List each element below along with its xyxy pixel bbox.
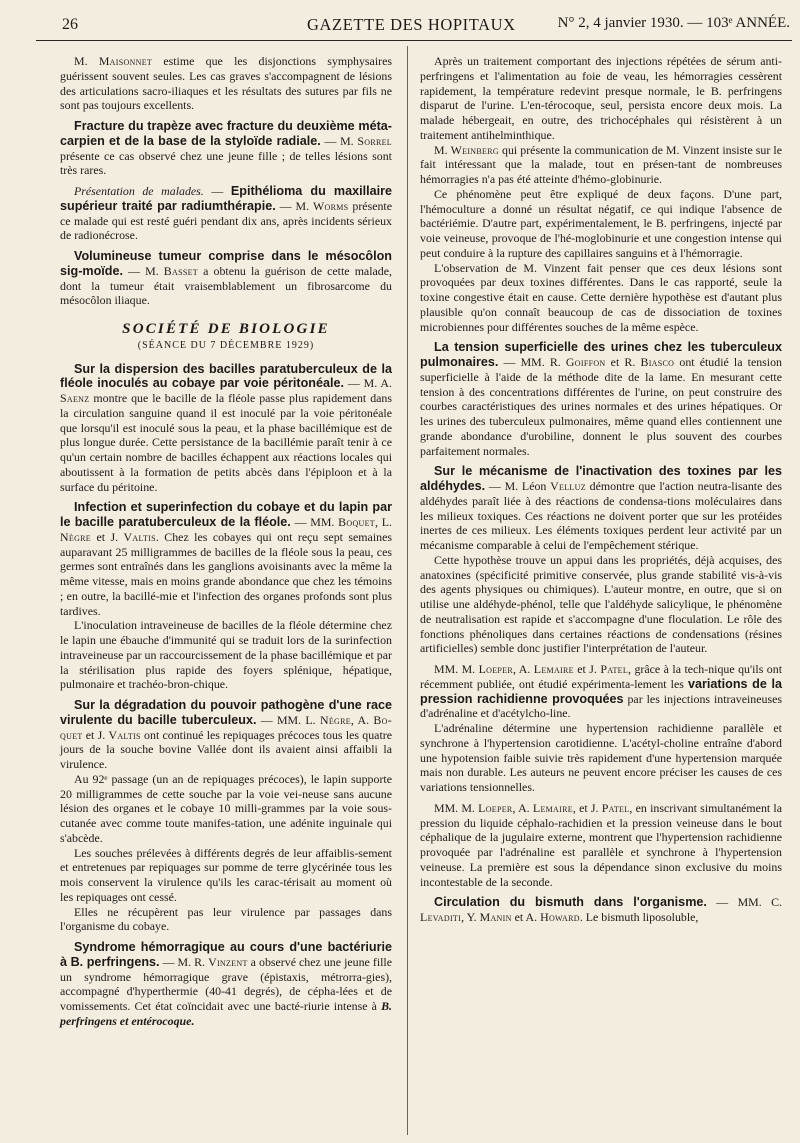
paragraph: L'adrénaline détermine une hypertension rachidienne parallèle et synchrone à l'hypertension carotidienne. L'acétyl-choline entraîne d'abord une hypotension faible suivie très rapidement d'une hypertension marquée mais non durable. Les auteurs ne peuvent encore préciser les causes de ces variations tensionnelles. bbox=[420, 721, 782, 794]
section-title: SOCIÉTÉ DE BIOLOGIE bbox=[122, 321, 330, 337]
journal-title: GAZETTE DES HOPITAUX bbox=[307, 15, 516, 34]
paragraph: M. Weinberg qui présente la communication de M. Vinzent insiste sur le fait intéressant que la malade, tout en présen-tant de nombreuses hémorragies n'a pas été atteinte d'hémo-globinurie. bbox=[420, 142, 782, 186]
paragraph: Ce phénomène peut être expliqué de deux façons. D'une part, l'hémoculture a donné un résultat négatif, ce qui indique l'absence de bactériémie. D'autre part, expérimentalement, le B. perfringens, injecté par voie veineuse, provoque de l'hé-moglobinurie et une congestion intense qui peut conduire à la rupture des capillaires sanguins et à l'hémorragie. bbox=[420, 186, 782, 260]
right-column bbox=[420, 54, 782, 925]
paragraph: Au 92ᵉ passage (un an de repiquages précoces), le lapin supporte 20 milligrammes de cette souche par la voie vei-neuse sans aucune lésion des organes et le cobaye 10 milli-grammes par la voie sous-cutanée avec comme toute manifes-tation, une adénite inguinale qui s'abcède. bbox=[60, 771, 392, 845]
paragraph: Cette hypothèse trouve un appui dans les propriétés, déjà acquises, des anatoxines (spécificité primitive conservée, plus grande stabilité vis-à-vis des agents physiques ou chimiques). L'auteur montre, en outre, que si on utilise une aldéhyde-phénol, telle que l'aldéhyde salicylique, le phénomène de neutralisation est rapide et s'accompagne d'une floculation. Le rôle des fonctions phénoliques dans certaines réactions de condensations (résines artificielles) semble donc justifier l'interprétation de l'auteur. bbox=[420, 552, 782, 656]
paragraph: L'observation de M. Vinzent fait penser que ces deux lésions sont provoquées par deux toxines différentes. Dans le cas rapporté, seule la toxine congestive était en cause. Cette dernière hypothèse est d'autant plus plausible qu'on connaît beaucoup de cas de dissociation de toxines microbiennes pour différentes souches de la même espèce. bbox=[420, 260, 782, 334]
column-divider bbox=[407, 46, 408, 1135]
paragraph: Les souches prélevées à différents degrés de leur affaiblis-sement et entretenues par repiquages sur pomme de terre glycérinée tous les mois conservent la virulence qu'ils les carac-térisait au moment où les repiquages ont cessé. bbox=[60, 845, 392, 904]
paragraph: Circulation du bismuth dans l'organisme. — MM. C. Levaditi, Y. Manin et A. Howard. Le bismuth liposoluble, bbox=[420, 895, 782, 924]
paragraph: Syndrome hémorragique au cours d'une bactériurie à B. perfringens. — M. R. Vinzent a observé chez une jeune fille un syndrome hémorragique grave (épistaxis, métrorra-gies), accompagné d'hyperthermie (40-41 degrés), de cépha-lées et de vomissements. Cet état coïncidait avec une bacté-riurie intense à B. perfringens et entérocoque. bbox=[60, 940, 393, 1028]
running-header bbox=[42, 12, 790, 34]
paragraph: Fracture du trapèze avec fracture du deuxième méta-carpien et de la base de la styloïde radiale. — M. Sorrel présente ce cas observé chez une jeune fille ; de telles lésions sont très rares. bbox=[60, 119, 392, 178]
page-number: 26 bbox=[62, 16, 78, 33]
left-column bbox=[60, 54, 392, 1029]
paragraph: MM. M. Loeper, A. Lemaire, et J. Patel, en inscrivant simultanément la pression du liquide céphalo-rachidien et la pression veineuse dans le bout céphalique de la jugulaire externe, montrent que l'hypertension rachidienne provoquée par l'adrénaline est parallèle et synchrone à l'hypertension veineuse. La première est sous la dépendance sinon exclusive du moins incontestable de la seconde. bbox=[420, 800, 783, 889]
header-rule bbox=[36, 40, 792, 41]
paragraph: Sur la dispersion des bacilles paratuberculeux de la fléole inoculés au cobaye par voie péritonéale. — M. A. Saenz montre que le bacille de la fléole passe plus rapidement dans la circulation sanguine quand il est inoculé par la voie péritonéale que lorsqu'il est inoculé sous la peau, et la phase bacillémique est de plus longue durée. Cette persistance de la bacillémie paraît tenir à ce qu'un certain nombre de bacilles échappent aux réactions locales qui aboutissent à la formation de petits abcès dans l'épiploon et à la surface du péritoine. bbox=[60, 361, 392, 494]
paragraph: La tension superficielle des urines chez les tuberculeux pulmonaires. — MM. R. Goiffon et R. Biasco ont étudié la tension superficielle à l'aide de la méthode dite de la lame. En mesurant cette tension à des concentrations différentes de l'urine, on peut construire des courbes caractéristiques des urines normales et des urines hépatiques. Or les urines des tuberculeux pulmonaires, même quand elles contiennent une grande abondance d'urobiline, donnent le plus souvent des courbes parfaitement normales. bbox=[420, 340, 783, 458]
section-subtitle: (SÉANCE DU 7 DÉCEMBRE 1929) bbox=[137, 339, 315, 351]
paragraph: Elles ne récupèrent pas leur virulence par passages dans l'organisme du cobaye. bbox=[60, 904, 392, 934]
issue-info: N° 2, 4 janvier 1930. — 103ᵉ ANNÉE. bbox=[557, 15, 790, 31]
paragraph: Volumineuse tumeur comprise dans le mésocôlon sig-moïde. — M. Basset a obtenu la guérison de cette malade, dont la tumeur était vraisemblablement un fibrosarcome du mésocôlon iliaque. bbox=[60, 249, 392, 308]
paragraph: M. Maisonnet estime que les disjonctions symphysaires guérissent souvent seules. Les cas graves s'accompagnent de lésions des articulations sacro-iliaques et les résultats des sutures par fils ne sont pas toujours excellents. bbox=[60, 54, 392, 113]
paragraph: MM. M. Loeper, A. Lemaire et J. Patel, grâce à la tech-nique qu'ils ont récemment publiée, ont étudié expérimenta-lement les variations de la pression rachidienne provoquées par les injections intraveineuses d'adrénaline et d'acétylcho-line. bbox=[420, 662, 782, 721]
paragraph: Présentation de malades. — Epithélioma du maxillaire supérieur traité par radiumthérapie. — M. Worms présente ce malade qui est resté guéri pendant dix ans, après incidents sérieux de radionécrose. bbox=[60, 184, 393, 243]
paragraph: Sur la dégradation du pouvoir pathogène d'une race virulente du bacille tuberculeux. — MM. L. Nègre, A. Bo-quet et J. Valtis ont continué les repiquages précoces tous les quatre jours de la souche bovine Vallée dont ils avaient ainsi affaibli la virulence. bbox=[60, 698, 392, 771]
paragraph: Après un traitement comportant des injections répétées de sérum anti-perfringens et l'alimentation au foie de veau, les hémorragies cessèrent rapidement, la température redevint presque normale, le B. perfringens disparut de l'urine. L'en-térocoque, seul, persista encore deux mois. La malade hébergeait, en outre, des trichocéphales qui résistèrent à un traitement antihelminthique. bbox=[420, 54, 782, 142]
paragraph: Infection et superinfection du cobaye et du lapin par le bacille paratuberculeux de la fléole. — MM. Boquet, L. Nègre et J. Valtis. Chez les cobayes qui ont reçu sept semaines auparavant 25 milligrammes de bacilles de la fléole sous la peau, ces germes sont entraînés dans les ganglions avoisinants avec la même la même vitesse, mais en moins grande abondance que chez les témoins ; en outre, la bacillé-mie et l'infection des organes profonds sont plus tardives. bbox=[60, 500, 392, 618]
paragraph: L'inoculation intraveineuse de bacilles de la fléole détermine chez le lapin une ébauche d'immunité qui se traduit lors de la surinfection intraveineuse par un raccourcissement de la phase bacillémique et par la stérilisation plus rapide des foyers splénique, hépatique, pulmonaire et trachéo-bron-chique. bbox=[60, 618, 392, 692]
paragraph: Sur le mécanisme de l'inactivation des toxines par les aldéhydes. — M. Léon Velluz démontre que l'action neutra-lisante des aldéhydes paraît liée à des réactions de condensa-tions moléculaires dans les milieux toxiques. Ces réactions ne doivent porter que sur les protéides inertes de ces milieux. Les éléments toxiques perdent leur activité par un mécanisme comparable à celui de l'empêchement stérique. bbox=[420, 464, 782, 552]
